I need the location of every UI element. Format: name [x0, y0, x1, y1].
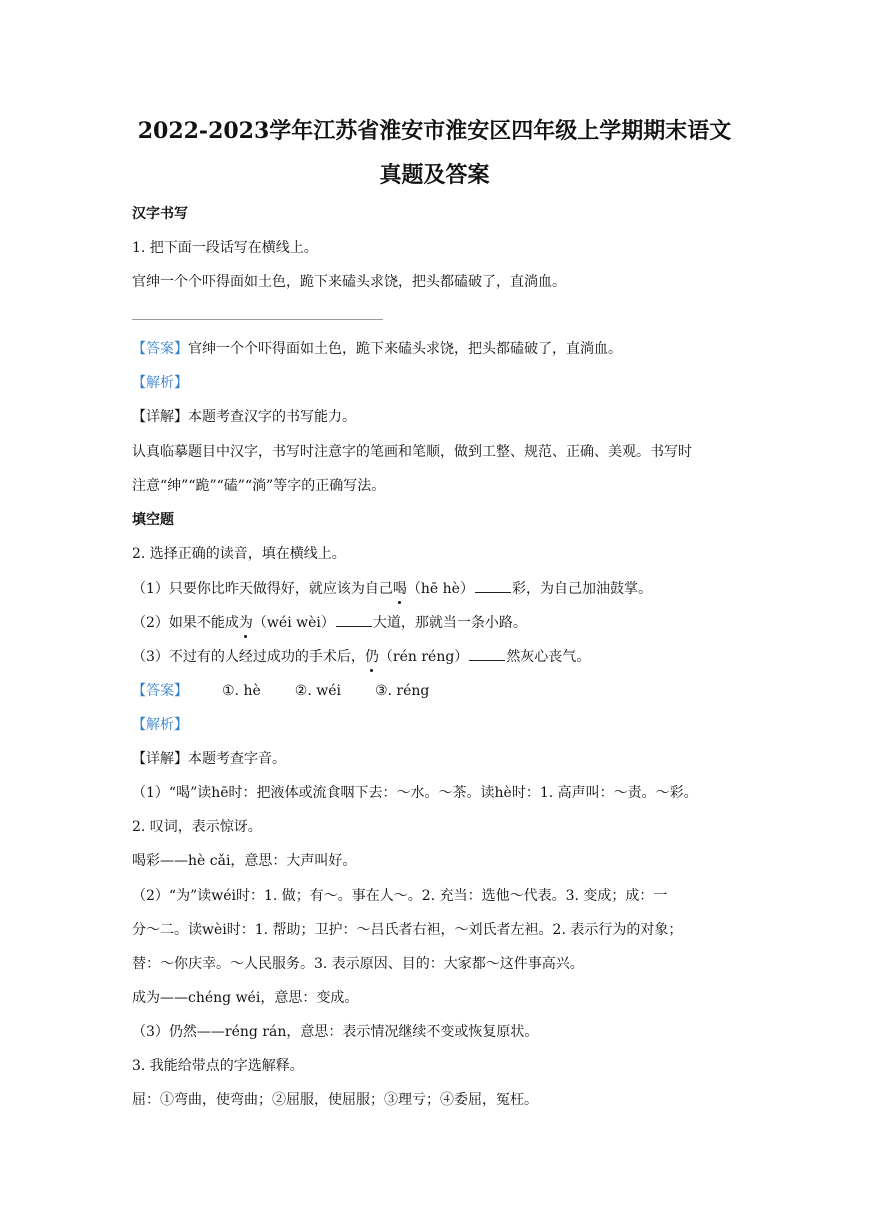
- answer-1: [132, 339, 622, 359]
- section-heading-writing: 汉字书写: [132, 206, 188, 222]
- explanation-2-line-8: （3）仍然——réng rán，意思：表示情况继续不变或恢复原状。: [132, 1024, 539, 1040]
- question-2-item-1: （1）只要你比昨天做得好，就应该为自己喝（hē hè） 彩，为自己加油鼓掌。: [132, 578, 652, 599]
- answer-1-text: 官绅一个个吓得面如土色，跪下来磕头求饶，把头都磕破了，直淌血。: [188, 341, 622, 357]
- explanation-2-line-6: 替：～你庆幸。～人民服务。3. 表示原因、目的：大家都～这件事高兴。: [132, 956, 584, 972]
- analysis-2: [132, 715, 188, 735]
- explanation-2-line-2: 2. 叹词，表示惊讶。: [132, 819, 262, 835]
- analysis-tag: 【解析】: [132, 375, 188, 391]
- analysis-tag: 【解析】: [132, 717, 188, 733]
- explanation-2-line-5: 分～二。读wèi时：1. 帮助；卫护：～吕氏者右袒，～刘氏者左袒。2. 表示行为的对象；: [132, 922, 683, 938]
- question-3-text: 屈：①弯曲，使弯曲；②屈服，使屈服；③理亏；④委屈，冤枉。: [132, 1092, 538, 1108]
- answer-2-option-3: ③. réng: [374, 683, 430, 699]
- dotted-char: 喝: [392, 581, 407, 597]
- question-1: 1. 把下面一段话写在横线上。: [132, 240, 318, 256]
- explanation-1-line-1: 认真临摹题目中汉字，书写时注意字的笔画和笔顺，做到工整、规范、正确、美观。书写时: [132, 444, 692, 460]
- dotted-char: 为: [238, 615, 253, 631]
- answer-2-option-2: ②. wéi: [294, 683, 341, 699]
- question-2-item-3: （3）不过有的人经过成功的手术后，仍（rén réng） 然灰心丧气。: [132, 646, 590, 667]
- fill-blank: [336, 612, 372, 627]
- answer-2: [132, 681, 429, 701]
- detail-2-text: 本题考查字音。: [188, 751, 286, 767]
- answer-2-option-1: ①. hè: [222, 683, 261, 699]
- explanation-2-line-3: 喝彩——hè cǎi，意思：大声叫好。: [132, 853, 357, 869]
- detail-1-text: 本题考查汉字的书写能力。: [188, 409, 356, 425]
- question-1-text: 官绅一个个吓得面如土色，跪下来磕头求饶，把头都磕破了，直淌血。: [132, 274, 566, 290]
- fill-blank: [469, 646, 505, 661]
- answer-writing-line: [132, 319, 383, 320]
- detail-tag: 【详解】: [132, 751, 188, 767]
- explanation-2-line-1: （1）“喝”读hē时：把液体或流食咽下去：～水。～茶。读hè时：1. 高声叫：～责。～彩。: [132, 785, 698, 801]
- explanation-2-line-4: （2）“为”读wéi时：1. 做；有～。事在人～。2. 充当：选他～代表。3. 变成；成：一: [132, 888, 668, 904]
- document-title-line-2: 真题及答案: [379, 162, 490, 188]
- dotted-char: 仍: [364, 649, 379, 665]
- question-2-item-2: （2）如果不能成为（wéi wèi） 大道，那就当一条小路。: [132, 612, 527, 633]
- fill-blank: [475, 578, 511, 593]
- explanation-2-line-7: 成为——chéng wéi，意思：变成。: [132, 990, 359, 1006]
- question-3: 3. 我能给带点的字选解释。: [132, 1058, 304, 1074]
- question-2: 2. 选择正确的读音，填在横线上。: [132, 546, 346, 562]
- explanation-1-line-2: 注意“绅”“跪”“磕”“淌”等字的正确写法。: [132, 478, 386, 494]
- answer-tag: 【答案】: [132, 341, 188, 357]
- detail-tag: 【详解】: [132, 409, 188, 425]
- detail-2: [132, 749, 286, 769]
- section-heading-fill-blank: 填空题: [132, 512, 174, 528]
- answer-tag: 【答案】: [132, 683, 188, 699]
- document-title-line-1: 2022-2023学年江苏省淮安市淮安区四年级上学期期末语文: [137, 118, 732, 144]
- detail-1: [132, 407, 356, 427]
- analysis-1: [132, 373, 188, 393]
